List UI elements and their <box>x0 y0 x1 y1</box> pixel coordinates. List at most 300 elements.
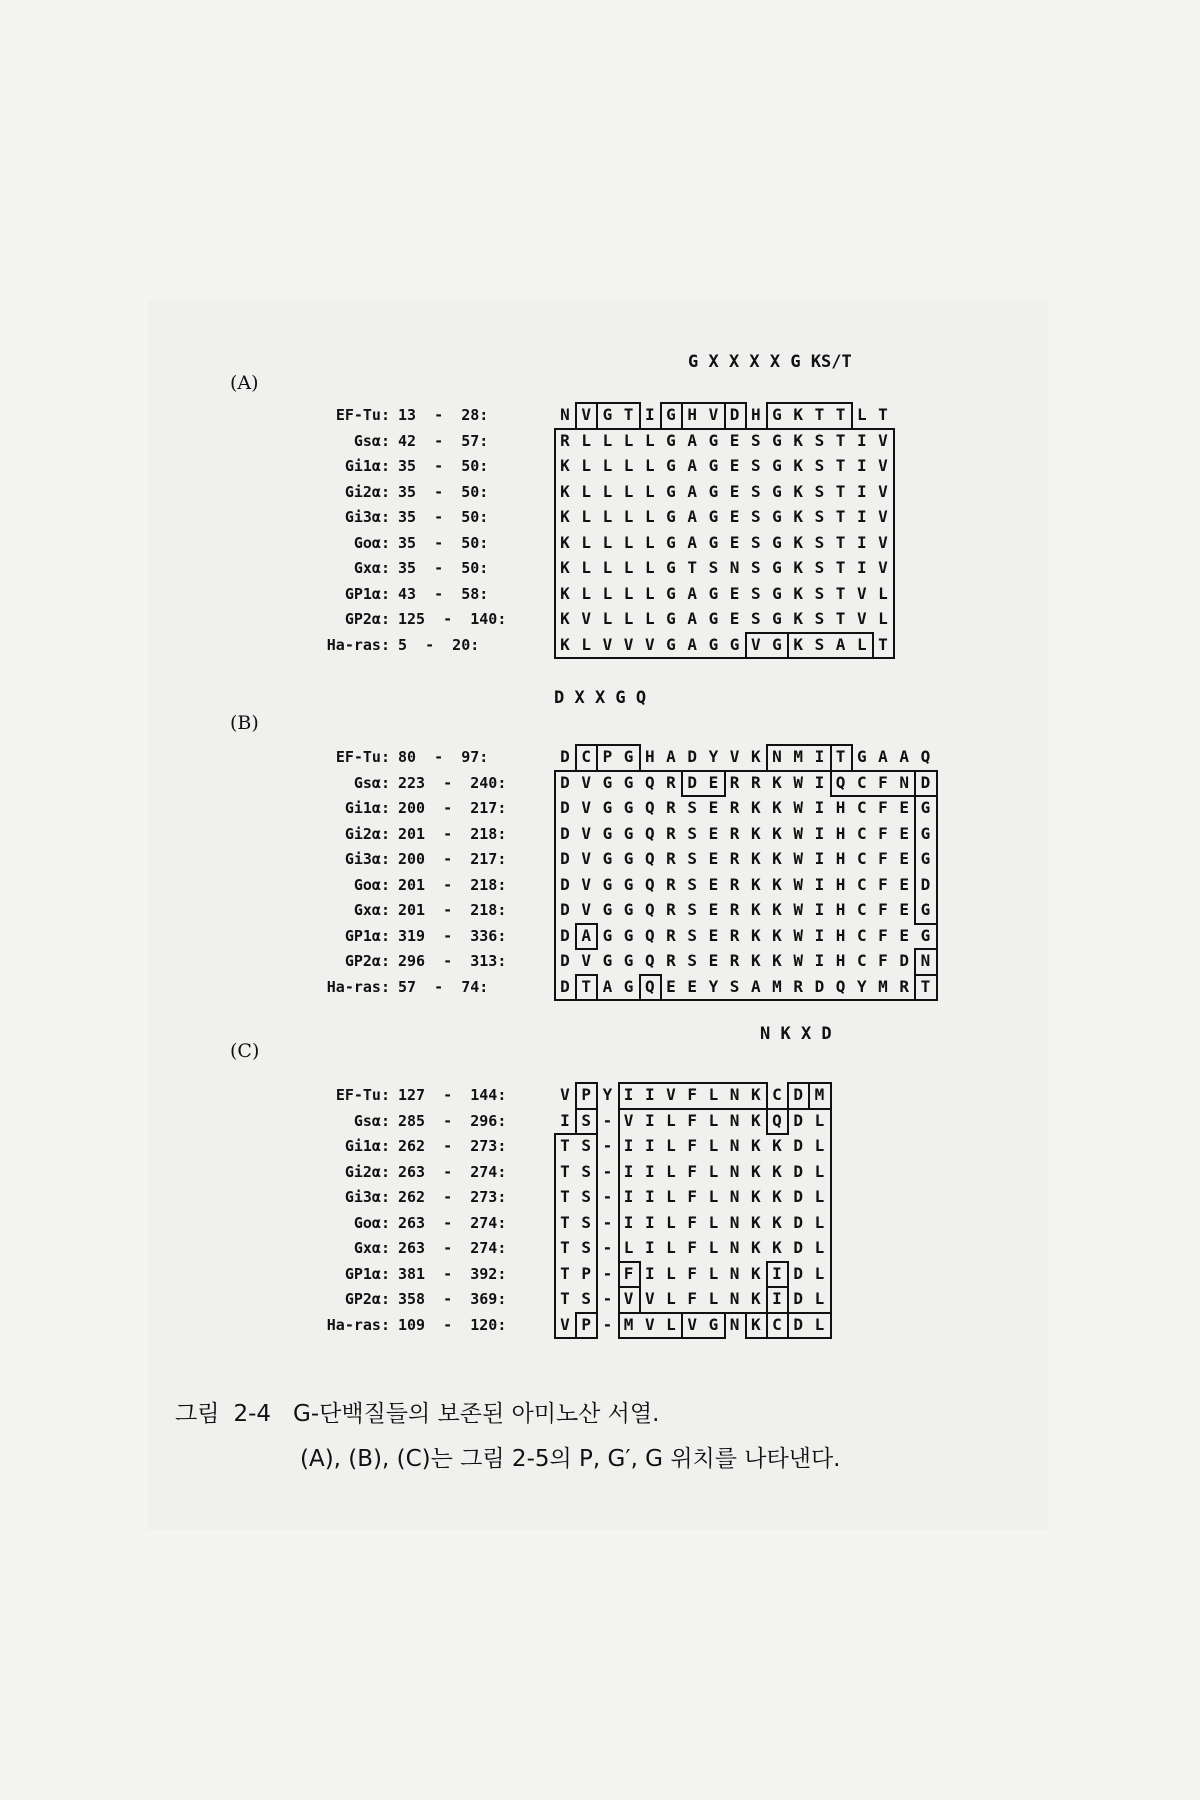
residue: G <box>708 507 719 526</box>
residue: D <box>793 1289 803 1308</box>
residue: S <box>581 1187 591 1206</box>
protein-name: Ha-ras: <box>326 635 390 654</box>
residue: C <box>581 747 591 766</box>
residue: A <box>687 481 697 501</box>
residue: G <box>602 798 613 817</box>
residue: L <box>644 558 655 577</box>
residue: F <box>878 874 888 894</box>
protein-name: Ha-ras: <box>326 1315 390 1334</box>
residue: S <box>708 558 719 577</box>
residue: S <box>581 1238 591 1257</box>
residue: H <box>835 874 846 894</box>
residue-range: 42 - 57: <box>398 431 489 450</box>
consensus-motif: D X X G Q <box>554 688 647 708</box>
residue: G <box>623 747 634 766</box>
panel-letter: (C) <box>230 1040 260 1062</box>
residue: V <box>644 1314 655 1334</box>
residue: E <box>708 849 719 868</box>
residue: K <box>750 1289 761 1308</box>
residue: K <box>750 1212 761 1232</box>
residue: E <box>708 900 719 919</box>
residue: - <box>602 1161 613 1181</box>
residue: K <box>750 849 761 868</box>
residue: L <box>581 583 591 603</box>
residue: A <box>687 609 697 628</box>
residue: L <box>708 1110 719 1130</box>
residue: T <box>835 405 846 424</box>
residue: D <box>793 1238 803 1257</box>
protein-name: Ha-ras: <box>326 977 390 996</box>
residue: Q <box>835 772 846 792</box>
residue: T <box>835 481 846 501</box>
residue: A <box>666 747 676 766</box>
residue: L <box>814 1314 825 1334</box>
residue: R <box>666 798 676 817</box>
residue: A <box>750 976 761 996</box>
residue: N <box>920 951 931 970</box>
residue: E <box>708 823 719 843</box>
caption-title: G-단백질들의 보존된 아미노산 서열. <box>293 1401 660 1427</box>
residue: - <box>602 1289 613 1308</box>
protein-name: EF-Tu: <box>335 1086 390 1104</box>
protein-name: Goα: <box>353 533 390 552</box>
residue: L <box>708 1161 719 1181</box>
residue: I <box>814 951 825 970</box>
residue: Q <box>835 976 846 996</box>
residue: G <box>623 772 634 792</box>
residue: D <box>560 747 570 766</box>
panel-letter: (A) <box>230 372 259 394</box>
residue: D <box>920 874 931 894</box>
residue: K <box>793 583 803 603</box>
residue: H <box>644 747 655 766</box>
residue: L <box>644 583 655 603</box>
residue: T <box>560 1289 570 1308</box>
residue: V <box>560 1314 570 1334</box>
residue: D <box>687 772 697 792</box>
residue: F <box>878 951 888 970</box>
residue: T <box>560 1187 570 1206</box>
residue: S <box>687 900 697 919</box>
residue: I <box>856 507 867 526</box>
residue: L <box>814 1263 825 1283</box>
residue: L <box>602 609 613 628</box>
residue: V <box>602 634 613 654</box>
residue: G <box>602 823 613 843</box>
residue: A <box>581 925 591 945</box>
residue: V <box>708 405 719 424</box>
residue: G <box>623 900 634 919</box>
residue: K <box>793 532 803 552</box>
residue: E <box>708 925 719 945</box>
residue: L <box>644 507 655 526</box>
residue: Q <box>644 925 655 945</box>
residue: G <box>708 583 719 603</box>
residue: V <box>581 798 591 817</box>
residue: D <box>687 747 697 766</box>
residue: R <box>793 976 803 996</box>
protein-name: GP2α: <box>344 1290 390 1308</box>
residue: G <box>666 405 676 424</box>
residue: V <box>623 634 634 654</box>
residue: F <box>878 823 888 843</box>
residue-range: 223 - 240: <box>398 773 507 792</box>
residue: L <box>602 558 613 577</box>
residue: S <box>814 507 825 526</box>
residue: S <box>814 481 825 501</box>
residue: S <box>814 456 825 475</box>
residue: N <box>772 747 782 766</box>
residue: L <box>666 1238 676 1257</box>
residue: G <box>623 798 634 817</box>
residue: N <box>560 405 570 424</box>
residue: W <box>793 849 803 868</box>
residue-range: 285 - 296: <box>398 1111 507 1130</box>
residue: R <box>666 772 676 792</box>
residue: - <box>602 1263 613 1283</box>
protein-name: GP2α: <box>344 610 390 628</box>
residue: L <box>623 583 634 603</box>
residue: L <box>644 532 655 552</box>
residue-range: 201 - 218: <box>398 875 507 894</box>
residue: K <box>750 1314 761 1334</box>
residue: G <box>666 481 676 501</box>
residue: K <box>750 747 761 766</box>
residue: N <box>729 1289 740 1308</box>
residue: E <box>729 532 740 552</box>
residue: K <box>793 481 803 501</box>
residue: A <box>899 747 909 766</box>
residue: D <box>793 1136 803 1155</box>
caption-number: 2-4 <box>233 1401 272 1427</box>
protein-name: EF-Tu: <box>335 406 390 424</box>
residue: I <box>856 558 867 577</box>
residue: Q <box>644 849 655 868</box>
residue: N <box>899 772 909 792</box>
residue-range: 358 - 369: <box>398 1290 507 1308</box>
residue: C <box>856 925 867 945</box>
residue: T <box>687 558 697 577</box>
residue: K <box>750 798 761 817</box>
residue: C <box>856 849 867 868</box>
residue: L <box>878 609 888 628</box>
residue: E <box>708 798 719 817</box>
residue: L <box>623 609 634 628</box>
residue: Q <box>644 951 655 970</box>
residue: - <box>602 1136 613 1155</box>
residue: L <box>602 507 613 526</box>
residue: I <box>772 1289 782 1308</box>
residue: V <box>856 609 867 628</box>
residue: L <box>814 1161 825 1181</box>
residue: I <box>644 1161 655 1181</box>
protein-name: Gsα: <box>353 1111 390 1130</box>
residue: L <box>623 430 634 450</box>
residue: K <box>560 481 570 501</box>
residue: G <box>772 583 782 603</box>
residue: L <box>623 1238 634 1257</box>
residue: D <box>920 772 931 792</box>
residue: V <box>878 430 888 450</box>
residue: N <box>729 1187 740 1206</box>
caption-label: 그림 <box>175 1401 220 1427</box>
residue: K <box>772 1161 782 1181</box>
residue: V <box>644 634 655 654</box>
residue: R <box>729 874 740 894</box>
protein-name: Gi2α: <box>344 482 390 501</box>
residue: F <box>687 1289 697 1308</box>
residue: G <box>623 951 634 970</box>
residue: G <box>920 900 931 919</box>
residue: L <box>581 456 591 475</box>
residue: R <box>729 925 740 945</box>
residue: V <box>623 1110 634 1130</box>
residue: T <box>560 1136 570 1155</box>
residue: L <box>581 532 591 552</box>
residue: - <box>602 1314 613 1334</box>
residue: V <box>878 558 888 577</box>
residue: I <box>623 1212 634 1232</box>
residue: H <box>687 405 697 424</box>
residue: W <box>793 900 803 919</box>
residue: F <box>878 849 888 868</box>
residue: H <box>835 951 846 970</box>
residue: V <box>666 1085 676 1104</box>
residue: L <box>623 456 634 475</box>
residue: I <box>814 874 825 894</box>
residue: Y <box>856 976 867 996</box>
residue: G <box>666 558 676 577</box>
residue: E <box>729 456 740 475</box>
residue: I <box>644 1238 655 1257</box>
residue: G <box>708 430 719 450</box>
residue: C <box>856 951 867 970</box>
residue: V <box>581 823 591 843</box>
residue: V <box>581 609 591 628</box>
residue: G <box>666 609 676 628</box>
residue: I <box>644 1085 655 1104</box>
residue: L <box>814 1187 825 1206</box>
residue: S <box>814 430 825 450</box>
residue: K <box>772 874 782 894</box>
residue: G <box>772 507 782 526</box>
consensus-motif: N K X D <box>760 1024 832 1044</box>
residue: I <box>623 1085 634 1104</box>
residue-range: 262 - 273: <box>398 1137 507 1155</box>
residue: C <box>856 823 867 843</box>
residue: L <box>623 481 634 501</box>
residue: V <box>581 849 591 868</box>
residue: E <box>899 874 909 894</box>
residue: F <box>878 925 888 945</box>
residue: F <box>687 1263 697 1283</box>
residue-range: 319 - 336: <box>398 926 507 945</box>
residue-range: 5 - 20: <box>398 635 480 654</box>
residue: D <box>560 849 570 868</box>
protein-name: GP1α: <box>344 926 390 945</box>
residue: G <box>602 874 613 894</box>
residue: Q <box>644 798 655 817</box>
residue: I <box>814 900 825 919</box>
residue: E <box>708 874 719 894</box>
residue: V <box>560 1085 570 1104</box>
residue: S <box>814 558 825 577</box>
residue: D <box>560 951 570 970</box>
residue: I <box>644 1187 655 1206</box>
residue: L <box>708 1187 719 1206</box>
residue: A <box>835 634 846 654</box>
residue: K <box>560 558 570 577</box>
residue: D <box>899 951 909 970</box>
residue: E <box>729 609 740 628</box>
residue: G <box>920 798 931 817</box>
residue: L <box>666 1161 676 1181</box>
residue: D <box>793 1212 803 1232</box>
residue: E <box>729 481 740 501</box>
residue: K <box>750 1263 761 1283</box>
residue: K <box>750 1110 761 1130</box>
residue-range: 381 - 392: <box>398 1264 507 1283</box>
residue: S <box>750 583 761 603</box>
residue: N <box>729 1314 740 1334</box>
residue: N <box>729 1238 740 1257</box>
residue: K <box>772 900 782 919</box>
residue: K <box>750 925 761 945</box>
residue: L <box>666 1314 676 1334</box>
residue: F <box>687 1136 697 1155</box>
residue: E <box>708 951 719 970</box>
residue: G <box>772 558 782 577</box>
residue: S <box>814 583 825 603</box>
residue-range: 35 - 50: <box>398 508 489 526</box>
residue: W <box>793 951 803 970</box>
residue: G <box>708 634 719 654</box>
residue: L <box>666 1187 676 1206</box>
residue: W <box>793 874 803 894</box>
residue: G <box>623 976 634 996</box>
residue: M <box>814 1085 825 1104</box>
protein-name: EF-Tu: <box>335 748 390 766</box>
residue: G <box>602 405 613 424</box>
residue: E <box>729 430 740 450</box>
residue: V <box>878 532 888 552</box>
residue: S <box>581 1110 591 1130</box>
residue: R <box>560 430 570 450</box>
residue: G <box>708 609 719 628</box>
residue: D <box>560 874 570 894</box>
residue: E <box>708 772 719 792</box>
residue: L <box>878 583 888 603</box>
protein-name: Gi1α: <box>344 799 390 817</box>
residue: I <box>623 1187 634 1206</box>
residue: F <box>687 1161 697 1181</box>
residue: K <box>772 1136 782 1155</box>
residue: K <box>772 1238 782 1257</box>
residue: G <box>729 634 740 654</box>
residue: Y <box>708 976 719 996</box>
protein-name: Gxα: <box>353 559 390 577</box>
residue-range: 200 - 217: <box>398 850 507 868</box>
protein-name: Gi2α: <box>344 824 390 843</box>
residue: K <box>772 798 782 817</box>
residue: K <box>560 609 570 628</box>
residue: L <box>602 430 613 450</box>
residue: G <box>708 481 719 501</box>
residue: I <box>644 1212 655 1232</box>
residue: P <box>581 1263 591 1283</box>
residue: K <box>793 558 803 577</box>
residue-range: 35 - 50: <box>398 533 489 552</box>
residue: V <box>623 1289 634 1308</box>
residue: N <box>729 1136 740 1155</box>
residue: K <box>793 430 803 450</box>
residue: K <box>772 925 782 945</box>
residue: K <box>793 456 803 475</box>
residue: R <box>729 849 740 868</box>
residue: S <box>814 634 825 654</box>
residue: R <box>750 772 761 792</box>
protein-name: Gxα: <box>353 1239 390 1257</box>
residue: L <box>644 481 655 501</box>
residue-range: 262 - 273: <box>398 1188 507 1206</box>
residue-range: 263 - 274: <box>398 1213 507 1232</box>
residue: T <box>560 1161 570 1181</box>
residue: - <box>602 1187 613 1206</box>
residue: R <box>729 772 740 792</box>
residue: I <box>560 1110 570 1130</box>
residue-range: 35 - 50: <box>398 559 489 577</box>
protein-name: Gsα: <box>353 773 390 792</box>
residue: K <box>750 1136 761 1155</box>
consensus-motif: G X X X X G KS/T <box>688 352 852 372</box>
residue: F <box>687 1085 697 1104</box>
residue: Q <box>772 1110 782 1130</box>
residue: S <box>687 798 697 817</box>
residue: K <box>793 609 803 628</box>
residue: I <box>623 1161 634 1181</box>
residue: G <box>772 430 782 450</box>
residue: N <box>729 1263 740 1283</box>
residue: E <box>899 925 909 945</box>
residue: S <box>750 430 761 450</box>
residue: K <box>560 507 570 526</box>
residue: I <box>814 925 825 945</box>
residue: G <box>666 532 676 552</box>
protein-name: Gsα: <box>353 431 390 450</box>
residue: G <box>623 849 634 868</box>
residue: E <box>899 849 909 868</box>
residue: I <box>644 1136 655 1155</box>
residue: A <box>687 456 697 475</box>
residue: L <box>666 1212 676 1232</box>
residue: V <box>581 900 591 919</box>
residue: T <box>835 609 846 628</box>
residue: V <box>581 874 591 894</box>
residue: L <box>856 405 867 424</box>
residue: T <box>581 976 591 996</box>
residue: M <box>793 747 803 766</box>
residue-range: 127 - 144: <box>398 1086 507 1104</box>
residue: E <box>666 976 676 996</box>
residue: D <box>560 772 570 792</box>
residue: T <box>623 405 634 424</box>
residue: W <box>793 772 803 792</box>
residue: D <box>560 976 570 996</box>
residue: M <box>878 976 888 996</box>
residue: K <box>750 951 761 970</box>
residue: G <box>920 849 931 868</box>
residue: L <box>814 1110 825 1130</box>
